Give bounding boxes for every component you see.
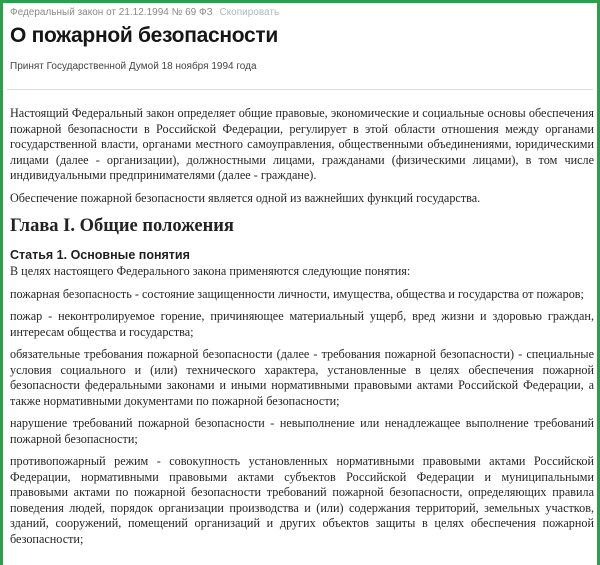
definition-item: пожарная безопасность - состояние защищенности личности, имущества, общества и государства от пожаров; bbox=[10, 286, 584, 301]
definition-item: обязательные требования пожарной безопасности (далее - требования пожарной безопасности) - специальные условия социального и (или) технического характера, установленные в целях обеспечения пожарной безопасности федеральными законами и иными нормативными правовыми актами Российской Федерации, а также нормативными документами по пожарной безопасности; bbox=[10, 347, 594, 408]
definition-item: нарушение требований пожарной безопасности - невыполнение или ненадлежащее выполнение требований пожарной безопасности; bbox=[10, 416, 594, 446]
definition-item: пожар - неконтролируемое горение, причиняющее материальный ущерб, вред жизни и здоровью граждан, интересам общества и государства; bbox=[10, 309, 594, 339]
copy-link[interactable]: Скопировать bbox=[219, 7, 280, 18]
page-title: О пожарной безопасности bbox=[10, 24, 278, 47]
intro-paragraph-2: Обеспечение пожарной безопасности является одной из важнейших функций государства. bbox=[10, 190, 481, 205]
definition-item: противопожарный режим - совокупность установленных нормативными правовыми актами Российской Федерации, нормативными правовыми актами субъектов Российской Федерации и муниципальными правовыми актами по пожарной безопасности требований пожарной безопасности, определяющих правила поведения людей, порядок организации производства и (или) содержания территорий, земельных участков, зданий, сооружений, помещений организаций и других объектов защиты в целях обеспечения пожарной безопасности; bbox=[10, 454, 594, 546]
meta-text: Федеральный закон от 21.12.1994 № 69 ФЗ bbox=[10, 7, 213, 18]
document-body bbox=[10, 106, 594, 547]
adoption-note: Принят Государственной Думой 18 ноября 1994 года bbox=[10, 61, 257, 72]
article-lead: В целях настоящего Федерального закона применяются следующие понятия: bbox=[10, 264, 411, 278]
chapter-title: Глава I. Общие положения bbox=[10, 216, 234, 236]
article-title: Статья 1. Основные понятия bbox=[10, 248, 190, 262]
divider bbox=[7, 89, 593, 90]
intro-paragraph-1: Настоящий Федеральный закон определяет общие правовые, экономические и социальные основы обеспечения пожарной безопасности в Российской Федерации, регулирует в этой области отношения между органами государственной власти, органами местного самоуправления, общественными объединениями, юридическими лицами (далее - организации), должностными лицами, гражданами (физическими лицами), в том числе индивидуальными предпринимателями (далее - граждане). bbox=[10, 106, 594, 182]
document-meta bbox=[10, 7, 279, 18]
